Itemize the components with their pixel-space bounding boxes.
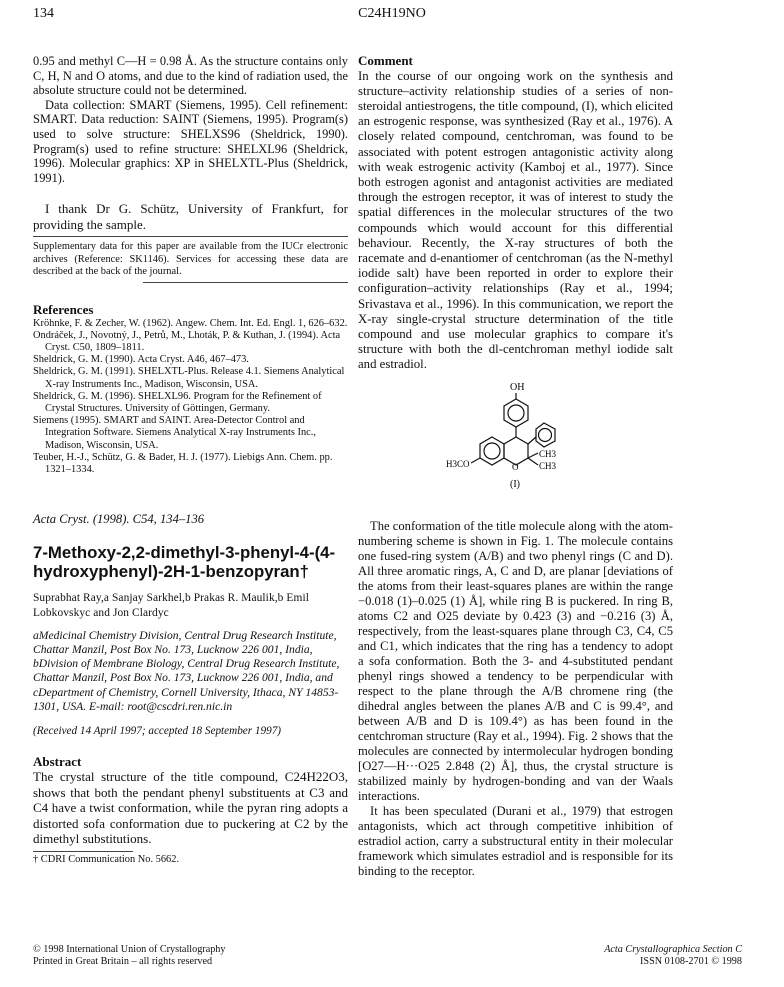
reference-list	[33, 318, 348, 477]
received-dates: (Received 14 April 1997; accepted 18 September 1997)	[33, 725, 282, 737]
chemical-scheme	[358, 379, 673, 529]
oh-label: OH	[510, 381, 525, 393]
abstract-heading: Abstract	[33, 753, 82, 769]
footnote: † CDRI Communication No. 5662.	[33, 853, 180, 865]
page-number: 134	[33, 6, 54, 21]
reference-item: Sheldrick, G. M. (1990). Acta Cryst. A46, 467–473.	[33, 354, 249, 366]
references-heading: References	[33, 301, 94, 317]
aromatic-circle	[484, 443, 500, 459]
divider	[33, 236, 348, 237]
methyl-label: CH3	[539, 448, 557, 459]
methyl-label: CH3	[539, 460, 557, 471]
divider	[143, 282, 348, 283]
reference-item: Sheldrick, G. M. (1996). SHELXL96. Program for the Refinement of Crystal Structures. University of Göttingen, Germany.	[33, 390, 322, 414]
reference-item: Sheldrick, G. M. (1991). SHELXTL-Plus. Release 4.1. Siemens Analytical X-ray Instruments Inc., Madison, Wisconsin, USA.	[33, 366, 345, 390]
journal-footer	[420, 944, 742, 968]
footnote-divider	[33, 851, 133, 852]
compound-label: (I)	[510, 478, 520, 490]
reference-item: Siemens (1995). SMART and SAINT. Area-Detector Control and Integration Software. Siemens Analytical X-ray Instruments Inc., Madison, Wisconsin, USA.	[33, 415, 316, 451]
pyran-ring	[504, 437, 528, 465]
copyright	[33, 944, 226, 968]
conformation-paragraph: The conformation of the title molecule along with the atom-numbering scheme is shown in Fig. 1. The molecule contains one fused-ring system (A/B) and two phenyl rings (C and D). All three aromatic rings, A, C and D, are planar [deviations of the atoms from their least-squares planes are within the range −0.018 (1)–0.025 (1) Å], while ring B is puckered. In ring B, atoms C2 and O25 deviate by 0.423 (3) and −0.216 (3) Å, respectively, from the least-squares plane through C3, C4, C5 and C1, which indicates that the ring has a tendency to adopt a sofa conformation. Both the 3- and 4-substituted pendant phenyl rings showed a tendency to be perpendicular with respect to the plane through the A/B chromene ring (the dihedral angles between the planes A/B and C is 99.4°, and between A/B and D is 109.4°) as has been found in the centchroman structure (Ray et al., 1994). Fig. 2 shows that the molecules are connected by intermolecular hydrogen bonding [O27—H···O25 2.848 (2) Å], thus, the crystal structure is stabilized mainly by hydrogen-bonding and van der Waals interactions.	[358, 518, 673, 803]
reference-item: Ondráček, J., Novotný, J., Petrů, M., Lhoták, P. & Kuthan, J. (1994). Acta Cryst. C50, 1809–1811.	[33, 329, 341, 353]
aromatic-circle	[508, 405, 524, 421]
reference-item: Teuber, H.-J., Schütz, G. & Bader, H. J. (1977). Liebigs Ann. Chem. pp. 1321–1334.	[33, 451, 333, 475]
right-column	[358, 54, 673, 879]
article-citation: Acta Cryst. (1998). C54, 134–136	[33, 512, 205, 527]
copyright-line: Printed in Great Britain – all rights reserved	[33, 956, 213, 967]
article-title: 7-Methoxy-2,2-dimethyl-3-phenyl-4-(4-hydroxyphenyl)-2H-1-benzopyran†	[33, 542, 336, 581]
aromatic-circle	[539, 428, 552, 441]
copyright-line: © 1998 International Union of Crystallography	[33, 944, 226, 955]
supplementary-note: Supplementary data for this paper are available from the IUCr electronic archives (Reference: SK1146). Services for accessing these data are described at the back of the journal.	[33, 241, 348, 277]
methoxy-label: H3CO	[446, 458, 470, 469]
left-column	[33, 54, 348, 866]
molecule-diagram	[358, 379, 673, 529]
comment-heading: Comment	[358, 53, 413, 68]
journal-name: Acta Crystallographica Section C	[604, 944, 742, 955]
article-authors: Suprabhat Ray,a Sanjay Sarkhel,b Prakas R. Maulik,b Emil Lobkovskyc and Jon Clardyc	[33, 591, 309, 619]
author-affiliations: aMedicinal Chemistry Division, Central Drug Research Institute, Chattar Manzil, Post Box No. 173, Lucknow 226 001, India, bDivision of Membrane Biology, Central Drug Research Institute, Chattar Manzil, Post Box No. 173, Lucknow 226 001, India, and cDepartment of Chemistry, Cornell University, Ithaca, NY 14853-1301, USA. E-mail: root@cscdri.ren.nic.in	[33, 628, 340, 713]
methods-paragraph: 0.95 and methyl C—H = 0.98 Å. As the structure contains only C, H, N and O atoms, and due to the kind of radiation used, the absolute structure could not be determined.	[33, 54, 348, 98]
abstract-text: The crystal structure of the title compound, C24H22O3, shows that both the pendant phenyl substituents at C3 and C4 have a twist conformation, while the pyran ring adopts a distorted sofa conformation due to puckering at C2 by the dimethyl substitutions.	[33, 769, 348, 847]
speculation-paragraph: It has been speculated (Durani et al., 1979) that estrogen antagonists, which act through competitive inhibition of estradiol action, carry a substructural entity in their molecular framework which simulates estradiol and is responsible for its binding to the receptor.	[358, 803, 673, 878]
page-header	[0, 6, 784, 26]
programs-paragraph: Data collection: SMART (Siemens, 1995). Cell refinement: SMART. Data reduction: SAINT (Siemens, 1995). Program(s) used to solve structure: SHELXS96 (Sheldrick, 1990). Program(s) used to refine structure: SHELXL96 (Sheldrick, 1996). Molecular graphics: XP in SHELXTL-Plus (Sheldrick, 1991).	[33, 97, 348, 185]
journal-issn: ISSN 0108-2701 © 1998	[640, 956, 742, 967]
oxygen-label: O	[512, 461, 519, 472]
comment-paragraph: In the course of our ongoing work on the synthesis and structure–activity relationship studies of a series of non-steroidal antiestrogens, the title compound, (I), which elicited an estrogenic response, was synthesized (Ray et al., 1976). A closely related compound, centchroman, was found to be associated with potent estrogen antagonistic activity along with weak estrogenic activity (Kamboj et al., 1977). Since both estrogen agonist and antagonist activities are mediated through the estrogen receptor, it was of interest to study the spatial differences in the molecular structures of the two compounds which would account for this differential behaviour. Recently, the X-ray structures of both the racemate and d-enantiomer of centchroman (as the N-methyl iodide salt) have been reported in order to explore their configuration–activity relationships (Ray et al., 1994; Srivastava et al., 1996). In this communication, we report the X-ray single-crystal structure determination of the title compound and use molecular graphics to compare it's structure with both the dl-centchroman methyl iodide salt and estradiol.	[358, 68, 673, 372]
acknowledgement: I thank Dr G. Schütz, University of Frankfurt, for providing the sample.	[33, 201, 348, 232]
running-title: C24H19NO	[358, 6, 426, 21]
reference-item: Kröhnke, F. & Zecher, W. (1962). Angew. Chem. Int. Ed. Engl. 1, 626–632.	[33, 317, 348, 329]
